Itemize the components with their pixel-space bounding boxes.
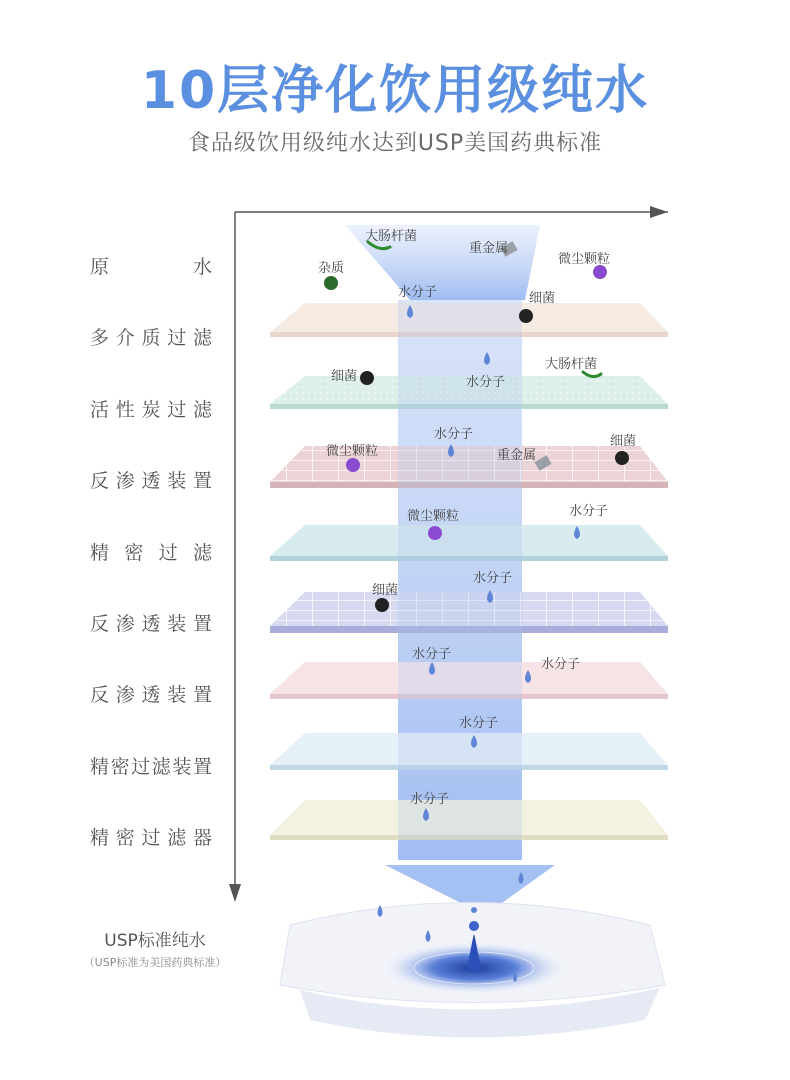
bacteria-label: 细菌 xyxy=(610,434,637,449)
water-label: 水分子 xyxy=(541,657,581,672)
page-subtitle: 食品级饮用级纯水达到USP美国药典标准 xyxy=(187,131,603,156)
bacteria-label: 细菌 xyxy=(331,369,358,384)
stage-label-ro-2: 反渗透装置 xyxy=(90,613,212,635)
ecoli-particle-2 xyxy=(545,356,601,377)
bacteria-particle-2 xyxy=(331,369,374,385)
stage-label-raw-water: 原水 xyxy=(90,256,212,278)
water-label: 水分子 xyxy=(459,716,499,731)
final-sub: （USP标准为美国药典标准） xyxy=(83,956,227,969)
water-label: 水分子 xyxy=(412,647,452,662)
bacteria-label: 细菌 xyxy=(529,291,556,306)
heavy-metal-label: 重金属 xyxy=(497,448,537,463)
dust-label: 微尘颗粒 xyxy=(558,252,611,267)
final-label: USP标准纯水 xyxy=(104,931,206,951)
collection-basin xyxy=(280,903,665,1038)
impurity-particle-1 xyxy=(318,260,344,290)
ecoli-label: 大肠杆菌 xyxy=(365,229,418,244)
dust-label: 微尘颗粒 xyxy=(326,444,379,459)
stage-label-multimedia-filter: 多介质过滤 xyxy=(90,327,212,349)
page-title: 10层净化饮用级纯水 xyxy=(140,61,650,121)
stage-label-precision-filter: 精密过滤 xyxy=(90,542,212,564)
ecoli-label: 大肠杆菌 xyxy=(545,357,598,372)
stage-label-precision-device: 精密过滤装置 xyxy=(90,756,212,778)
water-label: 水分子 xyxy=(434,427,474,442)
bacteria-label: 细菌 xyxy=(372,583,399,598)
heavy-metal-label: 重金属 xyxy=(469,241,509,256)
dust-particle-1 xyxy=(558,251,610,279)
stage-label-carbon-filter: 活性炭过滤 xyxy=(90,399,212,421)
water-label: 水分子 xyxy=(466,375,506,390)
water-label: 水分子 xyxy=(569,504,609,519)
stage-label-ro-3: 反渗透装置 xyxy=(90,684,212,706)
impurity-label: 杂质 xyxy=(318,261,345,276)
dust-label: 微尘颗粒 xyxy=(407,509,460,524)
water-label: 水分子 xyxy=(473,571,513,586)
water-label: 水分子 xyxy=(398,285,438,300)
stage-label-ro-1: 反渗透装置 xyxy=(90,470,212,492)
water-label: 水分子 xyxy=(410,792,450,807)
stage-label-precision-filter-unit: 精密过滤器 xyxy=(90,827,212,849)
